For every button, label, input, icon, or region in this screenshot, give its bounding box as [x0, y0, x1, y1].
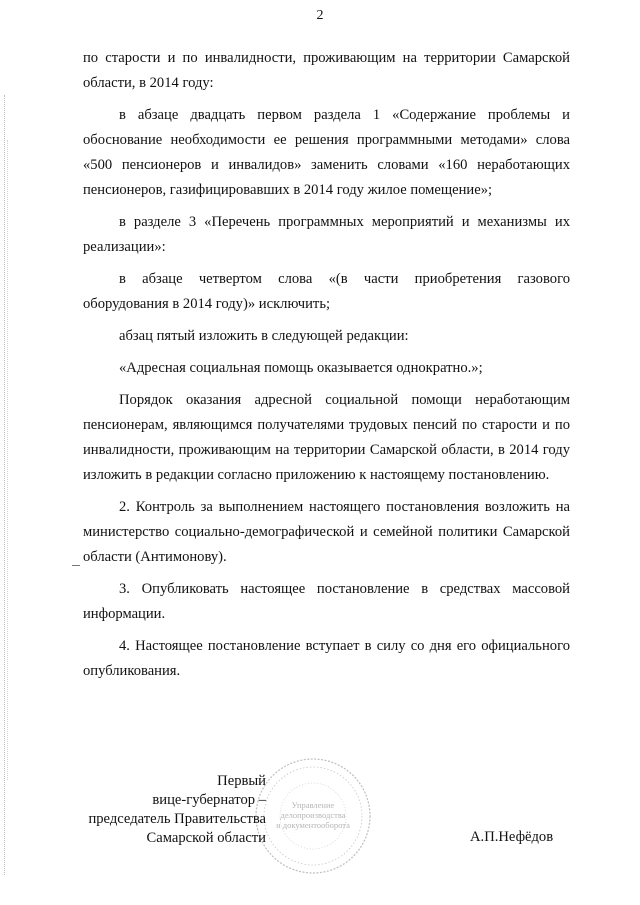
signatory-title-line-1: вице-губернатор –: [152, 792, 266, 808]
stamp-line-2: и документооборота: [276, 820, 350, 830]
paragraph-1: в абзаце двадцать первом раздела 1 «Содержание проблемы и обоснование необходимости ее решения программными методами» слова «500 пенсионеров и инвалидов» заменить словами «160 неработающих пенсионеров, газифицировавших в 2014 году жилое помещение»;: [83, 107, 570, 198]
margin-tick-mark: [72, 565, 80, 566]
stamp-line-1: делопроизводства: [280, 810, 346, 820]
stamp-line-0: Управление: [291, 800, 335, 810]
signatory-title-line-3: Самарской области: [146, 830, 266, 846]
paragraph-0: по старости и по инвалидности, проживающим на территории Самарской области, в 2014 году:: [83, 50, 570, 91]
document-body: [83, 46, 570, 691]
paragraph-5: «Адресная социальная помощь оказывается однократно.»;: [119, 360, 483, 376]
paragraph-3: в абзаце четвертом слова «(в части приобретения газового оборудования в 2014 году)» исключить;: [83, 271, 570, 312]
official-seal-stamp-icon: [253, 756, 373, 876]
signatory-title: [80, 772, 266, 848]
paragraph-4: абзац пятый изложить в следующей редакции:: [119, 328, 409, 344]
page-number: 2: [316, 8, 324, 23]
paragraph-2: в разделе 3 «Перечень программных мероприятий и механизмы их реализации»:: [83, 214, 570, 255]
paragraph-7: 2. Контроль за выполнением настоящего постановления возложить на министерство социально-демографической и семейной политики Самарской области (Антимонову).: [83, 499, 570, 565]
paragraph-9: 4. Настоящее постановление вступает в силу со дня его официального опубликования.: [83, 638, 570, 679]
paragraph-6: Порядок оказания адресной социальной помощи неработающим пенсионерам, являющимся получателями трудовых пенсий по старости и по инвалидности, проживающим на территории Самарской области, в 2014 году изложить в редакции согласно приложению к настоящему постановлению.: [83, 392, 570, 483]
signatory-name: А.П.Нефёдов: [470, 829, 554, 845]
signatory-title-line-2: председатель Правительства: [88, 811, 266, 827]
paragraph-8: 3. Опубликовать настоящее постановление в средствах массовой информации.: [83, 581, 570, 622]
signatory-title-line-0: Первый: [217, 773, 266, 789]
scan-margin-artifact-2: [7, 140, 10, 780]
